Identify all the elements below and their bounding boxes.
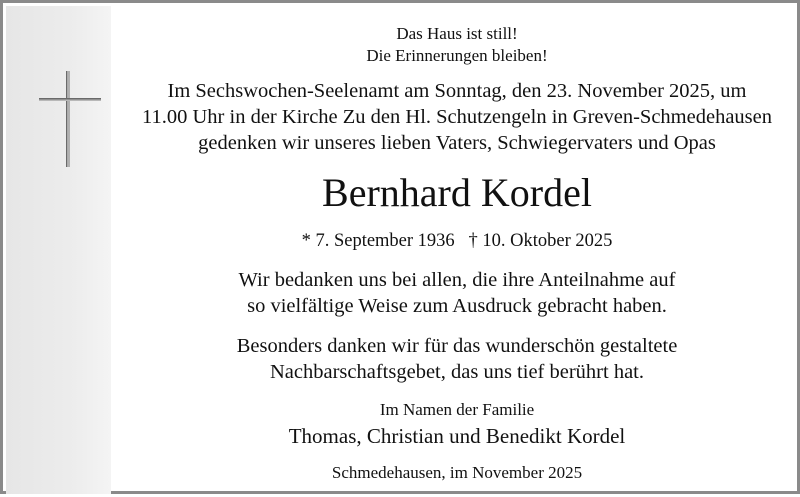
family-names: Thomas, Christian und Benedikt Kordel <box>288 424 626 448</box>
mass-text-line-2: 11.00 Uhr in der Kirche Zu den Hl. Schutzengeln in Greven-Schmedehausen <box>142 106 772 128</box>
thanks-1-line-1: Wir bedanken uns bei allen, die ihre Anteilnahme auf <box>238 269 676 291</box>
mass-text-line-1: Im Sechswochen-Seelenamt am Sonntag, den 23. November 2025, um <box>167 80 747 102</box>
deceased-name: Bernhard Kordel <box>322 170 592 215</box>
motto-line-1: Das Haus ist still! <box>396 24 518 43</box>
thanks-1-line-2: so vielfältige Weise zum Ausdruck gebracht haben. <box>247 295 667 317</box>
place-and-date: Schmedehausen, im November 2025 <box>331 463 583 482</box>
obituary-content <box>111 3 800 497</box>
thanks-2-line-1: Besonders danken wir für das wunderschön gestaltete <box>236 335 678 357</box>
cross-icon <box>33 63 113 173</box>
motto-line-2: Die Erinnerungen bleiben! <box>366 46 548 65</box>
mass-text-line-3: gedenken wir unseres lieben Vaters, Schwiegervaters und Opas <box>198 132 716 154</box>
thanks-2-line-2: Nachbarschaftsgebet, das uns tief berührt hat. <box>270 361 644 383</box>
life-dates: * 7. September 1936 † 10. Oktober 2025 <box>301 231 613 251</box>
on-behalf-text: Im Namen der Familie <box>379 400 535 419</box>
